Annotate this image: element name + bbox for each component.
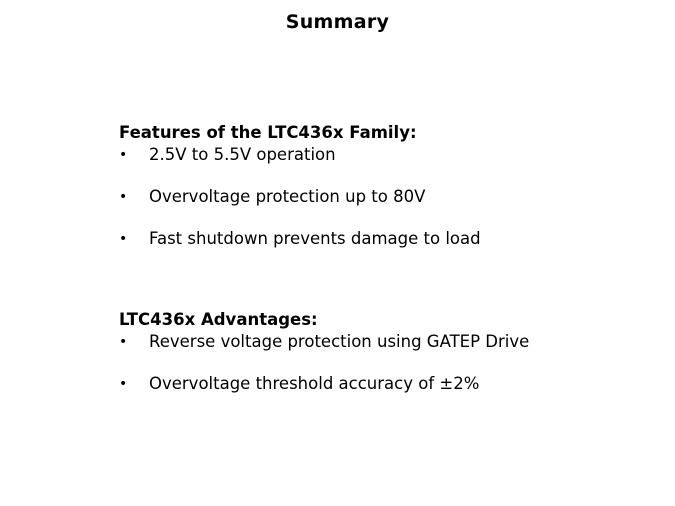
advantages-heading: LTC436x Advantages: <box>119 310 318 329</box>
bullet-icon: • <box>119 376 128 392</box>
bullet-icon: • <box>119 189 128 205</box>
features-heading: Features of the LTC436x Family: <box>119 123 417 142</box>
bullet-item <box>119 373 529 395</box>
bullet-text: 2.5V to 5.5V operation <box>149 145 336 164</box>
bullet-text: Fast shutdown prevents damage to load <box>149 229 481 248</box>
bullet-item <box>119 331 529 353</box>
bullet-text: Overvoltage threshold accuracy of ±2% <box>149 374 480 393</box>
bullet-item <box>119 144 481 166</box>
advantages-section <box>119 309 529 415</box>
bullet-text: Overvoltage protection up to 80V <box>149 187 426 206</box>
features-section <box>119 122 481 270</box>
bullet-icon: • <box>119 231 128 247</box>
bullet-text: Reverse voltage protection using GATEP Drive <box>149 332 530 351</box>
bullet-icon: • <box>119 334 128 350</box>
bullet-item <box>119 186 481 208</box>
slide-title: Summary <box>285 11 390 33</box>
bullet-item <box>119 228 481 250</box>
bullet-icon: • <box>119 147 128 163</box>
